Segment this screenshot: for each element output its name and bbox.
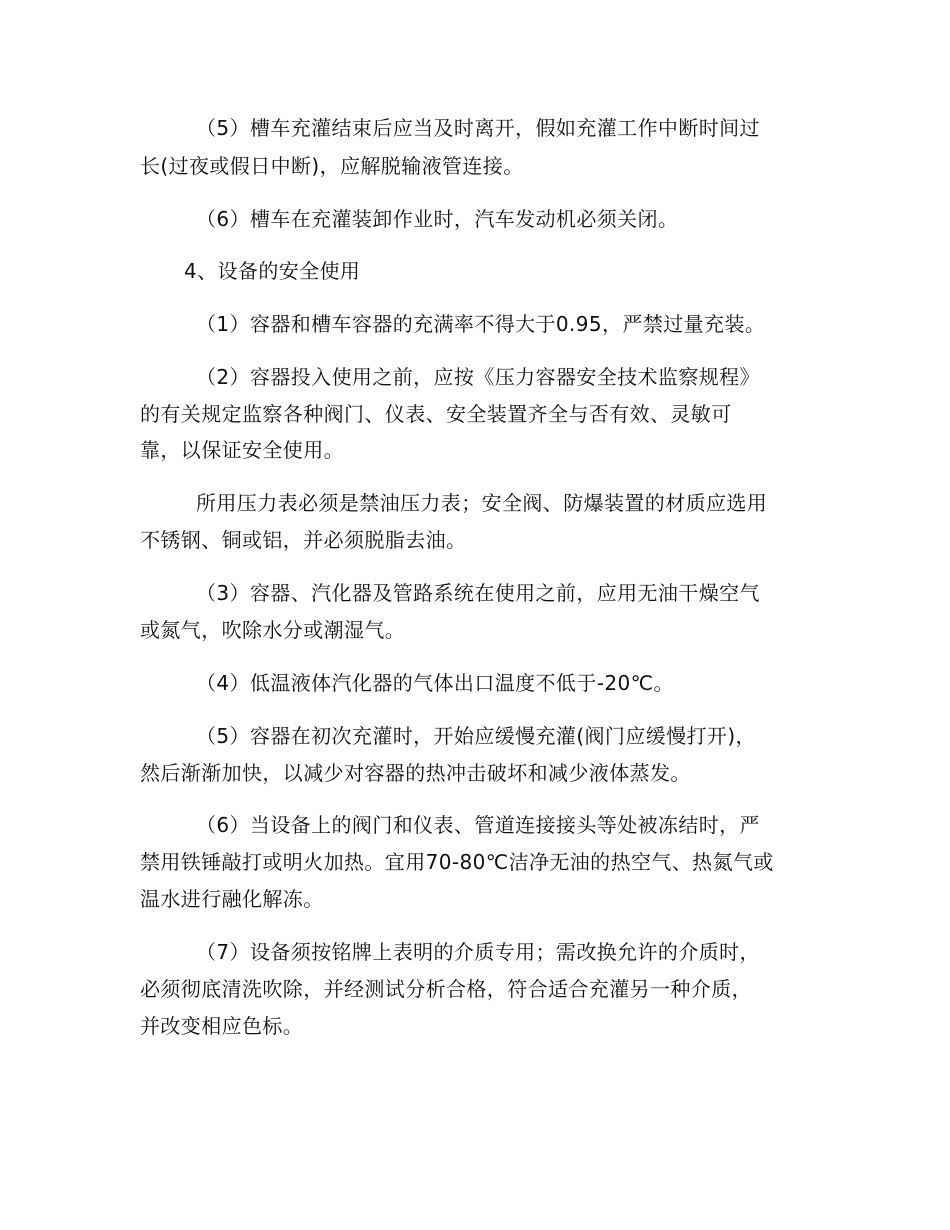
paragraph-9-line-1: （5）容器在初次充灌时，开始应缓慢充灌(阀门应缓慢打开)， bbox=[196, 724, 756, 748]
paragraph-8-line-1: （4）低温液体汽化器的气体出口温度不低于-20℃。 bbox=[196, 671, 674, 695]
paragraph-11-line-2: 必须彻底清洗吹除，并经测试分析合格，符合适合充灌另一种介质， bbox=[140, 977, 752, 1001]
paragraph-6-line-1: 所用压力表必须是禁油压力表；安全阀、防爆装置的材质应选用 bbox=[196, 491, 768, 515]
paragraph-2-line-1: （6）槽车在充灌装卸作业时，汽车发动机必须关闭。 bbox=[196, 207, 679, 231]
paragraph-7-line-2: 或氮气，吹除水分或潮湿气。 bbox=[140, 618, 406, 642]
paragraph-10-line-2: 禁用铁锤敲打或明火加热。宜用70-80℃洁净无油的热空气、热氮气或 bbox=[140, 850, 774, 874]
paragraph-1-line-1: （5）槽车充灌结束后应当及时离开，假如充灌工作中断时间过 bbox=[196, 116, 760, 140]
paragraph-10-line-3: 温水进行融化解冻。 bbox=[140, 887, 324, 911]
paragraph-10-line-1: （6）当设备上的阀门和仪表、管道连接接头等处被冻结时，严 bbox=[196, 813, 760, 837]
paragraph-11-line-1: （7）设备须按铭牌上表明的介质专用；需改换允许的介质时， bbox=[196, 940, 760, 964]
paragraph-4-line-1: （1）容器和槽车容器的充满率不得大于0.95，严禁过量充装。 bbox=[196, 312, 766, 336]
paragraph-5-line-1: （2）容器投入使用之前，应按《压力容器安全技术监察规程》 bbox=[196, 365, 760, 389]
paragraph-1-line-2: 长(过夜或假日中断)，应解脱输液管连接。 bbox=[140, 154, 524, 178]
paragraph-5-line-2: 的有关规定监察各种阀门、仪表、安全装置齐全与否有效、灵敏可 bbox=[140, 402, 732, 426]
section-heading: 4、设备的安全使用 bbox=[184, 259, 361, 283]
paragraph-5-line-3: 靠，以保证安全使用。 bbox=[140, 438, 344, 462]
paragraph-7-line-1: （3）容器、汽化器及管路系统在使用之前，应用无油干燥空气 bbox=[196, 581, 760, 605]
paragraph-6-line-2: 不锈钢、铜或铝，并必须脱脂去油。 bbox=[140, 528, 467, 552]
paragraph-9-line-2: 然后渐渐加快，以减少对容器的热冲击破坏和减少液体蒸发。 bbox=[140, 761, 691, 785]
paragraph-11-line-3: 并改变相应色标。 bbox=[140, 1014, 304, 1038]
